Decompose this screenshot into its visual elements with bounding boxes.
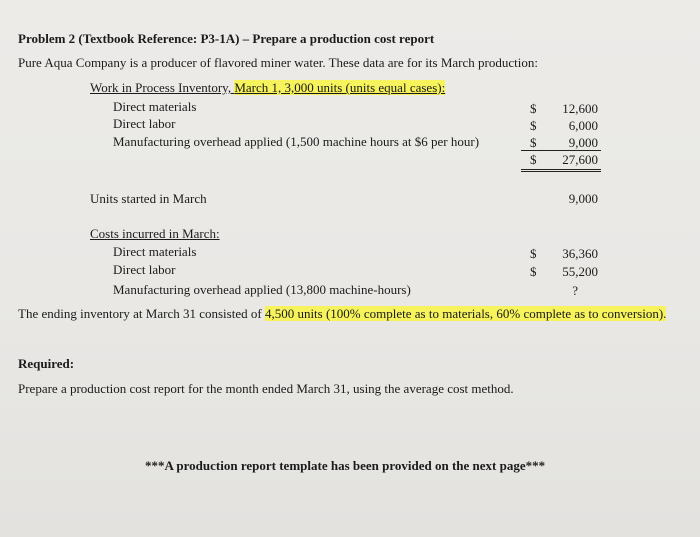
problem-title: Problem 2 (Textbook Reference: P3-1A) – Prepare a production cost report: [18, 31, 435, 46]
wip-row-dollar: $: [530, 118, 537, 133]
wip-row-amount: 9,000: [568, 135, 598, 150]
total-rule-double: [521, 171, 601, 172]
wip-heading-highlight: March 1, 3,000 units (units equal cases):: [234, 80, 446, 95]
cost-row-dollar: $: [530, 246, 537, 261]
wip-heading: [90, 80, 445, 96]
wip-row-label: Manufacturing overhead applied (1,500 machine hours at $6 per hour): [113, 134, 480, 149]
units-started-value: 9,000: [568, 191, 598, 206]
cost-row-amount: 36,360: [562, 246, 598, 261]
wip-row-amount: 6,000: [568, 118, 598, 133]
required-label: Required:: [18, 356, 75, 371]
ending-inventory: [18, 306, 666, 322]
cost-row-label: Manufacturing overhead applied (13,800 machine-hours): [113, 282, 411, 297]
wip-row-amount: 12,600: [562, 101, 598, 116]
wip-row-dollar: $: [530, 135, 537, 150]
required-text: Prepare a production cost report for the month ended March 31, using the average cost method.: [18, 381, 514, 396]
ending-prefix: The ending inventory at March 31 consisted of: [18, 306, 265, 321]
wip-row-label: Direct labor: [113, 116, 176, 131]
subtotal-rule: [521, 150, 601, 151]
cost-row-amount: ?: [572, 283, 578, 298]
total-rule: [521, 169, 601, 170]
costs-heading: Costs incurred in March:: [90, 226, 220, 241]
wip-row-dollar: $: [530, 101, 537, 116]
cost-row-label: Direct materials: [113, 244, 197, 259]
cost-row-dollar: $: [530, 264, 537, 279]
cost-row-amount: 55,200: [562, 264, 598, 279]
template-note: ***A production report template has been provided on the next page***: [145, 458, 546, 473]
cost-row-label: Direct labor: [113, 262, 176, 277]
intro-text: Pure Aqua Company is a producer of flavored miner water. These data are for its March production:: [18, 55, 538, 70]
wip-total: 27,600: [562, 152, 598, 167]
ending-highlight: 4,500 units (100% complete as to materials, 60% complete as to conversion).: [264, 306, 667, 321]
wip-heading-part1: Work in Process Inventory,: [90, 80, 235, 95]
wip-total-dollar: $: [530, 152, 537, 167]
wip-row-label: Direct materials: [113, 99, 197, 114]
units-started-label: Units started in March: [90, 191, 207, 206]
